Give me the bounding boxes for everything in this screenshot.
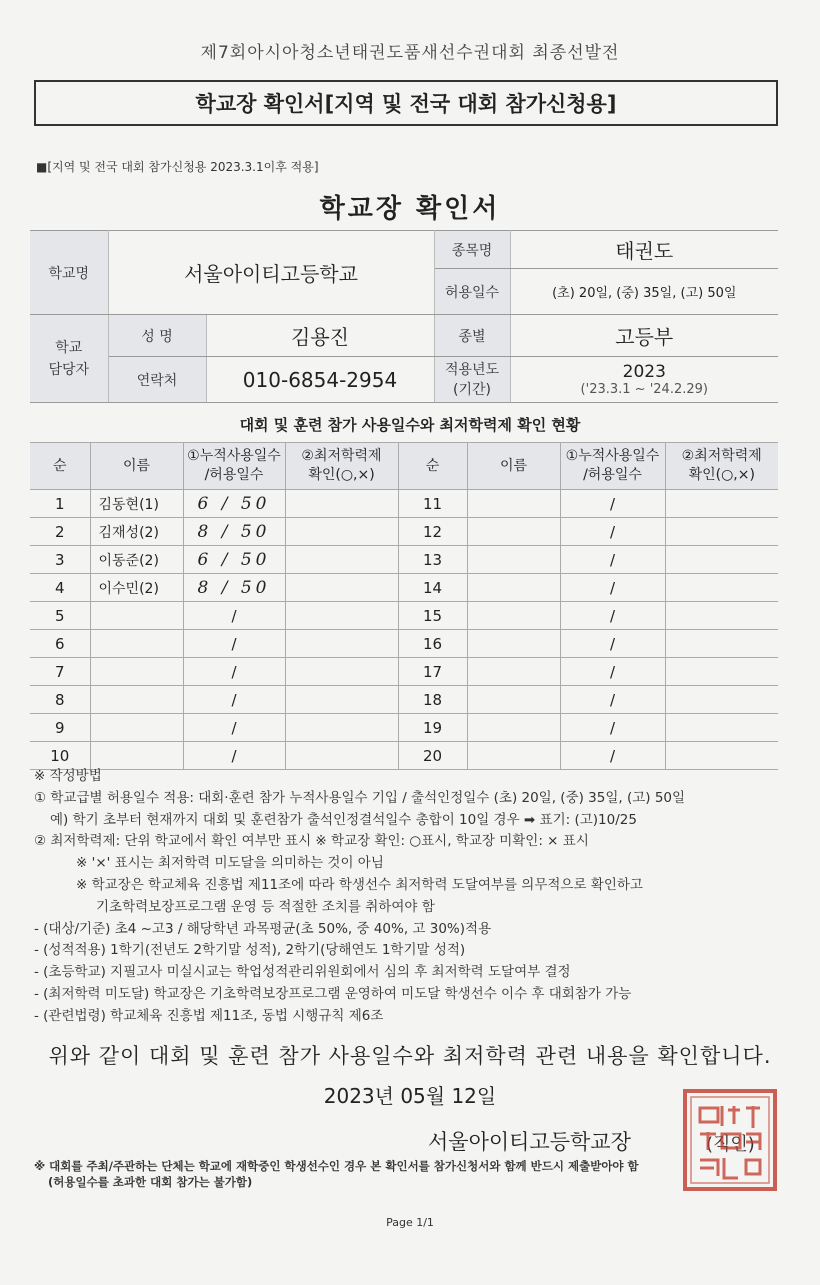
student-name xyxy=(467,658,560,686)
header-check-2: ②최저학력제 확인(○,×) xyxy=(665,443,778,490)
sport-label: 종목명 xyxy=(434,231,510,269)
used-days: 6 / 50 xyxy=(183,546,285,574)
sub-note: ■[지역 및 전국 대회 참가신청용 2023.3.1이후 적용] xyxy=(36,160,319,174)
used-days: / xyxy=(560,658,665,686)
row-no: 16 xyxy=(398,630,467,658)
student-name: 김동현(1) xyxy=(90,490,183,518)
row-no: 20 xyxy=(398,742,467,770)
student-name xyxy=(90,602,183,630)
row-no: 5 xyxy=(30,602,90,630)
student-name xyxy=(467,546,560,574)
phone-value: 010-6854-2954 xyxy=(206,357,434,403)
usage-heading: 대회 및 훈련 참가 사용일수와 최저학력제 확인 현황 xyxy=(239,416,581,434)
student-name xyxy=(467,714,560,742)
contact-group-label: 학교 담당자 xyxy=(30,315,108,403)
used-days: / xyxy=(560,546,665,574)
used-days: 8 / 50 xyxy=(183,574,285,602)
student-name: 김재성(2) xyxy=(90,518,183,546)
table-row xyxy=(30,630,778,658)
category-label: 종별 xyxy=(434,315,510,357)
row-no: 19 xyxy=(398,714,467,742)
note-detail-1: - (대상/기준) 초4 ~고3 / 해당학년 과목평균(초 50%, 중 40%, 고 30%)적용 xyxy=(34,920,492,937)
row-no: 18 xyxy=(398,686,467,714)
min-academic-check xyxy=(665,658,778,686)
row-no: 12 xyxy=(398,518,467,546)
header-no: 순 xyxy=(30,443,90,490)
row-no: 8 xyxy=(30,686,90,714)
min-academic-check xyxy=(665,714,778,742)
used-days: / xyxy=(560,630,665,658)
table-row xyxy=(30,686,778,714)
min-academic-check xyxy=(665,602,778,630)
student-name: 이수민(2) xyxy=(90,574,183,602)
note-2c: 기초학력보장프로그램 운영 등 적절한 조치를 취하여야 함 xyxy=(96,898,435,915)
note-detail-2: - (성적적용) 1학기(전년도 2학기말 성적), 2학기(당해연도 1학기말 성적) xyxy=(34,942,466,959)
footnote-line-1: ※ 대회를 주최/주관하는 단체는 학교에 재학중인 학생선수인 경우 본 확인서를 참가신청서와 함께 반드시 제출받아야 함 xyxy=(34,1159,639,1173)
name-value: 김용진 xyxy=(206,315,434,357)
note-2b: ※ 학교장은 학교체육 진흥법 제11조에 따라 학생선수 최저학력 도달여부를 의무적으로 확인하고 xyxy=(76,876,643,893)
min-academic-check xyxy=(665,490,778,518)
table-row xyxy=(30,602,778,630)
row-no: 11 xyxy=(398,490,467,518)
note-1: ① 학교급별 허용일수 적용: 대회·훈련 참가 누적사용일수 기입 / 출석인정일수 (초) 20일, (중) 35일, (고) 50일 xyxy=(34,789,686,806)
row-no: 14 xyxy=(398,574,467,602)
row-no: 17 xyxy=(398,658,467,686)
student-name xyxy=(467,630,560,658)
school-label: 학교명 xyxy=(30,231,108,315)
sport-value: 태권도 xyxy=(510,231,778,269)
student-name xyxy=(467,602,560,630)
min-academic-check xyxy=(285,574,398,602)
allowed-days-value: (초) 20일, (중) 35일, (고) 50일 xyxy=(510,269,778,315)
min-academic-check xyxy=(285,714,398,742)
note-detail-5: - (관련법령) 학교체육 진흥법 제11조, 동법 시행규칙 제6조 xyxy=(34,1007,384,1024)
student-name xyxy=(90,630,183,658)
issue-date: 2023년 05월 12일 xyxy=(323,1084,497,1108)
footnote-line-2: (허용일수를 초과한 대회 참가는 불가함) xyxy=(48,1175,253,1189)
note-detail-4: - (최저학력 미도달) 학교장은 기초학력보장프로그램 운영하여 미도달 학생선수 이수 후 대회참가 가능 xyxy=(34,985,632,1002)
notes-title: ※ 작성방법 xyxy=(34,768,102,784)
min-academic-check xyxy=(285,658,398,686)
category-value: 고등부 xyxy=(510,315,778,357)
table-row xyxy=(30,658,778,686)
min-academic-check xyxy=(285,630,398,658)
table-row xyxy=(30,546,778,574)
min-academic-check xyxy=(285,490,398,518)
student-name xyxy=(90,658,183,686)
note-2: ② 최저학력제: 단위 학교에서 확인 여부만 표시 ※ 학교장 확인: ○표시, 학교장 미확인: × 표시 xyxy=(34,833,589,850)
min-academic-check xyxy=(285,602,398,630)
used-days: / xyxy=(560,714,665,742)
student-name xyxy=(90,686,183,714)
document-heading: 학교장 확인서 xyxy=(319,194,501,224)
used-days: / xyxy=(183,658,285,686)
row-no: 3 xyxy=(30,546,90,574)
period-value: ('23.3.1 ~ '24.2.29) xyxy=(580,382,708,397)
row-no: 4 xyxy=(30,574,90,602)
event-title: 제7회아시아청소년태권도품새선수권대회 최종선발전 xyxy=(200,43,620,63)
used-days: / xyxy=(560,574,665,602)
row-no: 9 xyxy=(30,714,90,742)
row-no: 6 xyxy=(30,630,90,658)
note-detail-3: - (초등학교) 지필고사 미실시교는 학업성적관리위원회에서 심의 후 최저학력 도달여부 결정 xyxy=(34,964,571,981)
used-days: / xyxy=(560,602,665,630)
name-label: 성 명 xyxy=(108,315,206,357)
writing-instructions xyxy=(34,766,794,1028)
note-2a: ※ '×' 표시는 최저학력 미도달을 의미하는 것이 아님 xyxy=(76,855,384,872)
allowed-days-label: 허용일수 xyxy=(434,269,510,315)
used-days: / xyxy=(560,742,665,770)
header-days: ①누적사용일수 /허용일수 xyxy=(183,443,285,490)
form-title: 학교장 확인서[지역 및 전국 대회 참가신청용] xyxy=(34,80,778,126)
table-row xyxy=(30,490,778,518)
used-days: / xyxy=(183,602,285,630)
school-info-table xyxy=(30,230,778,403)
usage-table xyxy=(30,442,778,770)
header-days-2: ①누적사용일수 /허용일수 xyxy=(560,443,665,490)
year-value: 2023 xyxy=(622,362,666,382)
school-value: 서울아이티고등학교 xyxy=(108,231,434,315)
row-no: 2 xyxy=(30,518,90,546)
min-academic-check xyxy=(285,518,398,546)
used-days: / xyxy=(183,742,285,770)
footnote xyxy=(34,1158,794,1190)
student-name xyxy=(467,518,560,546)
min-academic-check xyxy=(285,686,398,714)
used-days: / xyxy=(183,714,285,742)
min-academic-check xyxy=(665,630,778,658)
row-no: 10 xyxy=(30,742,90,770)
header-name: 이름 xyxy=(90,443,183,490)
used-days: 8 / 50 xyxy=(183,518,285,546)
seal-label: (직인) xyxy=(706,1134,755,1155)
student-name: 이동준(2) xyxy=(90,546,183,574)
row-no: 15 xyxy=(398,602,467,630)
row-no: 13 xyxy=(398,546,467,574)
student-name xyxy=(90,714,183,742)
used-days: / xyxy=(560,686,665,714)
confirmation-statement: 위와 같이 대회 및 훈련 참가 사용일수와 최저학력 관련 내용을 확인합니다. xyxy=(48,1044,772,1068)
header-name-2: 이름 xyxy=(467,443,560,490)
principal-name: 서울아이티고등학교장 xyxy=(428,1130,631,1154)
phone-label: 연락처 xyxy=(108,357,206,403)
page-number: Page 1/1 xyxy=(386,1216,434,1229)
min-academic-check xyxy=(665,686,778,714)
student-name xyxy=(467,490,560,518)
header-no-2: 순 xyxy=(398,443,467,490)
year-label: 적용년도 (기간) xyxy=(434,357,510,403)
min-academic-check xyxy=(665,546,778,574)
row-no: 1 xyxy=(30,490,90,518)
header-check: ②최저학력제 확인(○,×) xyxy=(285,443,398,490)
table-row xyxy=(30,714,778,742)
table-row xyxy=(30,574,778,602)
min-academic-check xyxy=(285,546,398,574)
row-no: 7 xyxy=(30,658,90,686)
used-days: / xyxy=(183,686,285,714)
used-days: / xyxy=(560,490,665,518)
usage-header-row xyxy=(30,443,778,490)
used-days: / xyxy=(183,630,285,658)
used-days: / xyxy=(560,518,665,546)
min-academic-check xyxy=(665,574,778,602)
note-1-example: 예) 학기 초부터 현재까지 대회 및 훈련참가 출석인정결석일수 총합이 10일 경우 ➡ 표기: (고)10/25 xyxy=(50,811,637,828)
used-days: 6 / 50 xyxy=(183,490,285,518)
year-cell xyxy=(510,357,778,403)
table-row xyxy=(30,518,778,546)
min-academic-check xyxy=(665,518,778,546)
student-name xyxy=(467,686,560,714)
student-name xyxy=(467,574,560,602)
